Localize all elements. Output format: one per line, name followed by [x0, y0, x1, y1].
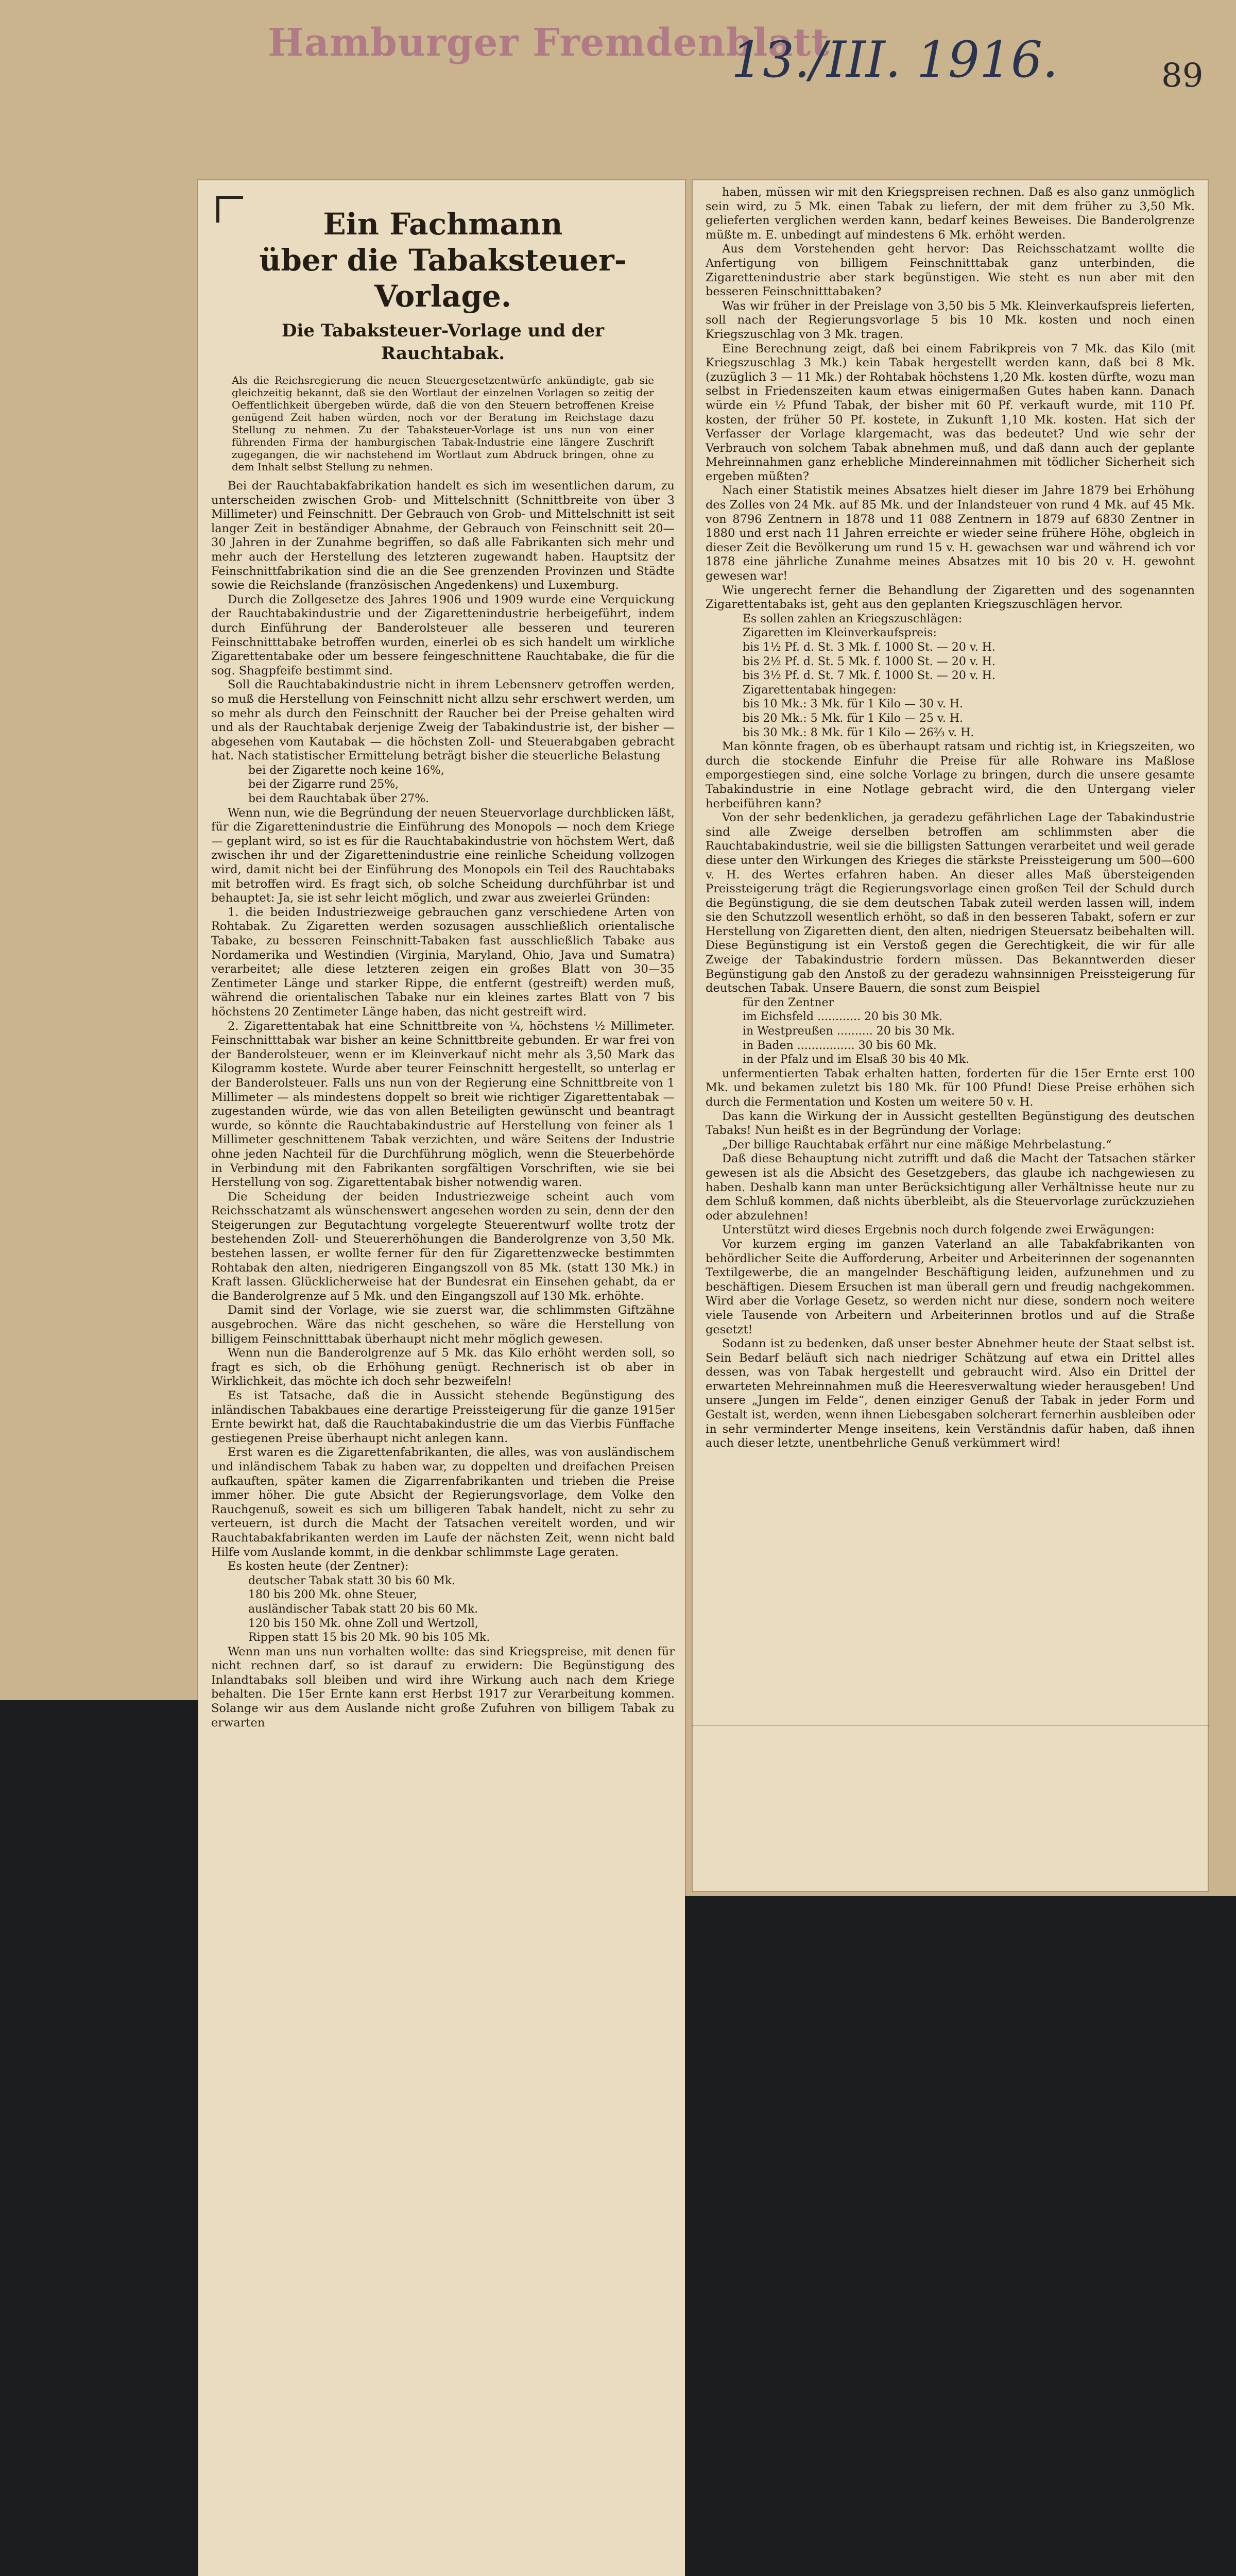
article-paragraph: in der Pfalz und im Elsaß 30 bis 40 Mk.: [743, 1053, 970, 1066]
article-paragraph: Durch die Zollgesetze des Jahres 1906 und 1909 wurde eine Verquickung der Rauchtabakindustrie und der Zigarettenindustrie herbeigeführt, indem durch Einführung der Banderolsteuer alle besseren und teureren Feinschnitttabake betroffen wurden, einerlei ob es sich handelt um wirkliche Zigarettentabake oder um bessere feingeschnittene Rauchtabake, die für die sog. Shagpfeife bestimmt sind.: [211, 592, 675, 677]
article-paragraph: Das kann die Wirkung der in Aussicht gestellten Begünstigung des deutschen Tabaks! Nun heißt es in der Begründung der Vorlage:: [706, 1109, 1195, 1138]
subheadline-line-1: Die Tabaksteuer-Vorlage und der: [281, 320, 605, 341]
article-column-right: [706, 185, 1195, 1880]
article-paragraph: Was wir früher in der Preislage von 3,50 bis 5 Mk. Kleinverkaufspreis lieferten, soll nach der Regierungsvorlage 5 bis 10 Mk. kosten und noch einen Kriegszuschlag von 3 Mk. tragen.: [706, 299, 1195, 341]
article-paragraph: in Westpreußen .......... 20 bis 30 Mk.: [743, 1025, 955, 1038]
article-paragraph: „Der billige Rauchtabak erfährt nur eine mäßige Mehrbelastung.“: [722, 1138, 1112, 1151]
article-paragraph: 120 bis 150 Mk. ohne Zoll und Wertzoll,: [248, 1617, 478, 1630]
article-paragraph: in Baden ................ 30 bis 60 Mk.: [743, 1039, 937, 1052]
subheadline-line-2: Rauchtabak.: [381, 343, 505, 364]
right-body: [706, 185, 1195, 1451]
article-paragraph: 1. die beiden Industriezweige gebrauchen ganz verschiedene Arten von Rohtabak. Zu Zigaretten werden sozusagen ausschließlich orientalische Tabake, zu besseren Feinschnitt-Tabaken fast ausschließlich Tabake aus Nordamerika und Westindien (Virginia, Maryland, Ohio, Java und Sumatra) verarbeitet; alle diese letzteren zeigen ein großes Blatt von 30—35 Zentimeter Länge und starker Rippe, die entfernt (gestreift) werden muß, während die orientalischen Tabake nur ein kleines zartes Blatt von 7 bis höchstens 20 Zentimeter Länge haben, das nicht gestreift wird.: [211, 905, 675, 1019]
article-paragraph: im Eichsfeld ............ 20 bis 30 Mk.: [743, 1010, 943, 1024]
headline-line-2: über die Tabaksteuer-Vorlage.: [259, 243, 627, 314]
headline: [211, 206, 675, 314]
article-paragraph: für den Zentner: [743, 996, 834, 1009]
article-paragraph: Rippen statt 15 bis 20 Mk. 90 bis 105 Mk.: [248, 1631, 490, 1645]
article-paragraph: bis 1½ Pf. d. St. 3 Mk. f. 1000 St. — 20 v. H.: [743, 641, 995, 654]
handwritten-date: 13./III. 1916.: [731, 31, 1058, 89]
article-paragraph: Es sollen zahlen an Kriegszuschlägen:: [743, 612, 963, 625]
article-paragraph: Wenn nun die Banderolgrenze auf 5 Mk. das Kilo erhöht werden soll, so fragt es sich, ob die Erhöhung genügt. Rechnerisch ist ob aber in Wirklichkeit, das möchte ich doch sehr bezweifeln!: [211, 1346, 675, 1388]
article-paragraph: 2. Zigarettentabak hat eine Schnittbreite von ¼, höchstens ½ Millimeter. Feinschnitttabak war bisher an keine Schnittbreite gebunden. Er war frei von der Banderolsteuer, wenn er im Kleinverkauf nicht mehr als 3,50 Mark das Kilogramm kostete. Wurde aber teurer Feinschnitt hergestellt, so unterlag er der Banderolsteuer. Falls uns nun von der Regierung eine Schnittbreite von 1 Millimeter — als mindestens doppelt so breit wie richtiger Zigarettentabak — zugestanden würde, wie das von allen Beteiligten gewünscht und beantragt wurde, so könnte die Rauchtabakindustrie auf Herstellung von feiner als 1 Millimeter geschnittenem Tabak verzichten, und wäre Seitens der Industrie ohne jeden Nachteil für die Durchführung möglich, wenn die Steuerbehörde in Verbindung mit den Fabrikanten sorgfältigen Vorschriften, wie sie bei Herstellung von sog. Zigarettentabak bisher notwendig waren.: [211, 1019, 675, 1190]
article-paragraph: Vor kurzem erging im ganzen Vaterland an alle Tabakfabrikanten von behördlicher Seite die Aufforderung, Arbeiter und Arbeiterinnen der sogenannten Textilgewerbe, die an mangelnder Beschäftigung leiden, aufzunehmen und zu beschäftigen. Diesem Ersuchen ist man überall gern und freudig nachgekommen. Wird aber die Vorlage Gesetz, so werden nicht nur diese, sondern noch weitere viele Tausende von Arbeitern und Arbeiterinnen brotlos und auf die Straße gesetzt!: [706, 1237, 1195, 1336]
article-paragraph: Es ist Tatsache, daß die in Aussicht stehende Begünstigung des inländischen Tabakbaues eine derartige Preissteigerung für die ganze 1915er Ernte bewirkt hat, daß die Rauchtabakindustrie die um das Vierbis Fünffache gestiegenen Preise überhaupt nicht anlegen kann.: [211, 1389, 675, 1445]
article-paragraph: bis 2½ Pf. d. St. 5 Mk. f. 1000 St. — 20 v. H.: [743, 655, 995, 668]
article-paragraph: Sodann ist zu bedenken, daß unser bester Abnehmer heute der Staat selbst ist. Sein Bedarf beläuft sich nach niedriger Schätzung auf etwa ein Drittel alles dessen, was von Tabak hergestellt und gebraucht wird. Also ein Drittel der erwarteten Mehreinnahmen muß die Heeresverwaltung wieder herausgeben! Und unsere „Jungen im Felde“, denen einziger Genuß der Tabak in jeder Form und Gestalt ist, werden, wenn ihnen Liebesgaben solcherart fernerhin ausbleiben oder in sehr verminderter Menge inseitens, kein Verständnis dafür haben, daß ihnen auch dieser letzte, unentbehrliche Genuß verkümmert wird!: [706, 1337, 1195, 1450]
article-paragraph: Die Scheidung der beiden Industriezweige scheint auch vom Reichsschatzamt als wünschenswert angesehen worden zu sein, denn der den Steigerungen zur Begutachtung vorgelegte Steuerentwurf wollte trotz der bestehenden Zoll- und Steuererhöhungen die Banderolgrenze von 3,50 Mk. bestehen lassen, er wollte ferner für den für Zigarettenzwecke bestimmten Rohtabak den alten, niedrigeren Eingangszoll von 85 Mk. (statt 130 Mk.) in Kraft lassen. Glücklicherweise hat der Bundesrat ein Einsehen gehabt, da er die Banderolgrenze auf 5 Mk. und den Eingangszoll auf 130 Mk. erhöhte.: [211, 1190, 675, 1303]
article-paragraph: 180 bis 200 Mk. ohne Steuer,: [248, 1588, 418, 1602]
newspaper-stamp: Hamburger Fremdenblatt: [268, 21, 830, 65]
article-paragraph: Zigaretten im Kleinverkaufspreis:: [743, 626, 937, 640]
left-body: [211, 479, 675, 1730]
article-column-left: [211, 185, 675, 2576]
article-paragraph: bis 20 Mk.: 5 Mk. für 1 Kilo — 25 v. H.: [743, 711, 964, 725]
article-paragraph: haben, müssen wir mit den Kriegspreisen rechnen. Daß es also ganz unmöglich sein wird, zu 5 Mk. einen Tabak zu liefern, der mit dem früher zu 3,50 Mk. gelieferten verglichen werden kann, bedarf keines Beweises. Die Banderolgrenze müßte m. E. unbedingt auf mindestens 6 Mk. erhöht werden.: [706, 185, 1195, 242]
article-paragraph: Nach einer Statistik meines Absatzes hielt dieser im Jahre 1879 bei Erhöhung des Zolles von 24 Mk. auf 85 Mk. und der Inlandsteuer von rund 4 Mk. auf 45 Mk. von 8796 Zentnern in 1878 und 11 088 Zentnern in 1879 auf 6830 Zentner in 1880 und erst nach 11 Jahren erreichte er wieder seine frühere Höhe, obgleich in dieser Zeit die Bevölkerung um rund 15 v. H. gewachsen war und während ich vor 1878 eine jährliche Zunahme meines Absatzes mit 10 bis 20 v. H. gewohnt gewesen war!: [706, 484, 1195, 583]
article-paragraph: bei der Zigarre rund 25%,: [248, 778, 399, 791]
editorial-intro: Als die Reichsregierung die neuen Steuergesetzentwürfe ankündigte, gab sie gleichzeitig bekannt, daß sie den Wortlaut der einzelnen Vorlagen so zeitig der Oeffentlichkeit übergeben würde, daß die von den Steuern betroffenen Kreise genügend Zeit haben würden, noch vor der Beratung im Reichstage dazu Stellung zu nehmen. Zu der Tabaksteuer-Vorlage ist uns nun von einer führenden Firma der hamburgischen Tabak-Industrie eine längere Zuschrift zugegangen, die wir nachstehend im Wortlaut zum Abdruck bringen, ohne zu dem Inhalt selbst Stellung zu nehmen.: [232, 374, 654, 473]
article-paragraph: bei der Zigarette noch keine 16%,: [248, 764, 444, 777]
article-paragraph: bis 30 Mk.: 8 Mk. für 1 Kilo — 26⅔ v. H.: [743, 726, 974, 739]
article-paragraph: Wenn man uns nun vorhalten wollte: das sind Kriegspreise, mit denen für nicht rechnen darf, so ist darauf zu erwidern: Die Begünstigung des Inlandtabaks soll bleiben und wird ihre Wirkung auch nach dem Kriege behalten. Die 15er Ernte kann erst Herbst 1917 zur Verarbeitung kommen. Solange wir aus dem Auslande nicht große Zufuhren von billigem Tabak zu erwarten: [211, 1645, 675, 1730]
headline-line-1: Ein Fachmann: [323, 207, 563, 242]
article-paragraph: Von der sehr bedenklichen, ja geradezu gefährlichen Lage der Tabakindustrie sind alle Zweige derselben betroffen am schlimmsten aber die Rauchtabakindustrie, weil sie die billigsten Sattungen verarbeitet und weil gerade diese unter den Wirkungen des Krieges die stärkste Preissteigerung um 500—600 v. H. des Wertes erfahren haben. An dieser alles Maß übersteigenden Preissteigerung trägt die Regierungsvorlage einen großen Teil der Schuld durch die Begünstigung, die sie dem deutschen Tabak zuteil werden lassen will, indem sie den Schutzzoll wesentlich erhöht, so daß in den besseren Tabakt, sofern er zur Herstellung von Zigaretten dient, den alten, niedrigen Steuersatz beibehalten will. Diese Begünstigung ist ein Verstoß gegen die Gerechtigkeit, die wir für alle Zweige der Tabakindustrie fordern müssen. Das Bekanntwerden dieser Begünstigung gab den Anstoß zu der geradezu wahnsinnigen Preissteigerung für deutschen Tabak. Unsere Bauern, die sonst zum Beispiel: [706, 811, 1195, 995]
article-paragraph: Man könnte fragen, ob es überhaupt ratsam und richtig ist, in Kriegszeiten, wo durch die stockende Einfuhr die Preise für alle Rohware ins Maßlose emporgestiegen sind, eine solche Vorlage zu bringen, durch die unsere gesamte Tabakindustrie in eine Notlage gebracht wird, die den Untergang vieler herbeiführen kann?: [706, 740, 1195, 810]
page-number: 89: [1161, 57, 1204, 95]
article-paragraph: Wie ungerecht ferner die Behandlung der Zigaretten und des sogenannten Zigarettentabaks ist, geht aus den geplanten Kriegszuschlägen hervor.: [706, 583, 1195, 612]
article-paragraph: Es kosten heute (der Zentner):: [228, 1560, 409, 1573]
article-paragraph: Eine Berechnung zeigt, daß bei einem Fabrikpreis von 7 Mk. das Kilo (mit Kriegszuschlag 3 Mk.) kein Tabak hergestellt werden kann, daß bei 8 Mk. (zuzüglich 3 — 11 Mk.) der Rohtabak höchstens 1,20 Mk. kosten dürfte, wozu man selbst in Friedenszeiten kaum etwas einigermaßen Gutes haben kann. Danach würde ein ½ Pfund Tabak, der bisher mit 60 Pf. verkauft wurde, mit 110 Pf. kosten, der früher 50 Pf. kostete, in Zukunft 1,10 Mk. kosten. Hat sich der Verfasser der Vorlage klargemacht, was das bedeutet? Und wie sehr der Verbrauch von solchem Tabak abnehmen muß, und daß dann auch der geplante Mehreinnahmen ganz erhebliche Mindereinnahmen mit tödlicher Sicherheit sich ergeben müßten?: [706, 342, 1195, 483]
article-paragraph: Damit sind der Vorlage, wie sie zuerst war, die schlimmsten Giftzähne ausgebrochen. Wäre das nicht geschehen, so wäre die Herstellung von billigem Feinschnitttabak überhaupt nicht mehr möglich gewesen.: [211, 1303, 675, 1346]
article-paragraph: Bei der Rauchtabakfabrikation handelt es sich im wesentlichen darum, zu unterscheiden zwischen Grob- und Mittelschnitt (Schnittbreite von über 3 Millimeter) und Feinschnitt. Der Gebrauch von Grob- und Mittelschnitt ist seit langer Zeit in beständiger Abnahme, der Gebrauch von Feinschnitt seit 20—30 Jahren in der Zunahme begriffen, so daß alle Fabrikanten sich mehr und mehr auch der Herstellung des letzteren zugewandt haben. Hauptsitz der Feinschnittfabrikation sind die an die See grenzenden Provinzen und Städte sowie die Reichslande (französischen Angedenkens) und Luxemburg.: [211, 479, 675, 592]
subheadline: [211, 319, 675, 365]
article-paragraph: bei dem Rauchtabak über 27%.: [248, 792, 430, 806]
article-paragraph: bis 3½ Pf. d. St. 7 Mk. f. 1000 St. — 20 v. H.: [743, 669, 995, 683]
article-paragraph: unfermentierten Tabak erhalten hatten, forderten für die 15er Ernte erst 100 Mk. und bekamen zuletzt bis 180 Mk. für 100 Pfund! Diese Preise erhöhen sich durch die Fermentation und Kosten um weitere 50 v. H.: [706, 1066, 1195, 1109]
background-right: [685, 1896, 1236, 2576]
background-left: [0, 1700, 198, 2576]
article-paragraph: Daß diese Behauptung nicht zutrifft und daß die Macht der Tatsachen stärker gewesen ist als die Absicht des Gesetzgebers, das glaube ich nachgewiesen zu haben. Deshalb kann man unter Berücksichtigung aller Verhältnisse heute nur zu dem Schluß kommen, daß nichts überbleibt, als die Steuervorlage zurückzuziehen oder abzulehnen!: [706, 1152, 1195, 1223]
article-paragraph: ausländischer Tabak statt 20 bis 60 Mk.: [248, 1602, 478, 1616]
article-paragraph: Soll die Rauchtabakindustrie nicht in ihrem Lebensnerv getroffen werden, so muß die Herstellung von Feinschnitt nicht allzu sehr erschwert werden, um so mehr als durch den Feinschnitt der Raucher bei der Preise gehalten wird und als der Rauchtabak derjenige Zweig der Tabakindustrie ist, der bisher — abgesehen vom Kautabak — die höchsten Zoll- und Steuerabgaben gebracht hat. Nach statistischer Ermittelung beträgt bisher die steuerliche Belastung: [211, 678, 675, 763]
article-paragraph: deutscher Tabak statt 30 bis 60 Mk.: [248, 1574, 456, 1587]
article-paragraph: Aus dem Vorstehenden geht hervor: Das Reichsschatzamt wollte die Anfertigung von billigem Feinschnitttabak ganz unterbinden, die Zigarettenindustrie aber stark begünstigen. Wie steht es nun aber mit den besseren Feinschnitttabaken?: [706, 242, 1195, 299]
article-paragraph: bis 10 Mk.: 3 Mk. für 1 Kilo — 30 v. H.: [743, 698, 964, 711]
article-paragraph: Wenn nun, wie die Begründung der neuen Steuervorlage durchblicken läßt, für die Zigarettenindustrie die Einführung des Monopols — noch dem Kriege — geplant wird, so ist es für die Rauchtabakindustrie von höchstem Wert, daß zwischen ihr und der Zigarettenindustrie eine reinliche Scheidung vollzogen wird, damit nicht bei der Einführung des Monopols ein Teil des Rauchtabaks mit betroffen wird. Es fragt sich, ob solche Scheidung durchführbar ist und behauptet: Ja, sie ist sehr leicht möglich, und zwar aus zweierlei Gründen:: [211, 806, 675, 905]
article-paragraph: Unterstützt wird dieses Ergebnis noch durch folgende zwei Erwägungen:: [722, 1223, 1155, 1237]
article-paragraph: Zigarettentabak hingegen:: [743, 683, 897, 697]
article-paragraph: Erst waren es die Zigarettenfabrikanten, die alles, was von ausländischem und inländischem Tabak zu haben war, zu doppelten und dreifachen Preisen aufkauften, später kamen die Zigarrenfabrikanten und trieben die Preise immer höher. Die gute Absicht der Regierungsvorlage, dem Volke den Rauchgenuß, soweit es sich um billigeren Tabak handelt, nicht zu sehr zu verteuern, ist durch die Macht der Tatsachen vereitelt worden, und wir Rauchtabakfabrikanten werden im Laufe der nächsten Zeit, wenn nicht bald Hilfe vom Auslande kommt, in die denkbar schlimmste Lage geraten.: [211, 1446, 675, 1559]
